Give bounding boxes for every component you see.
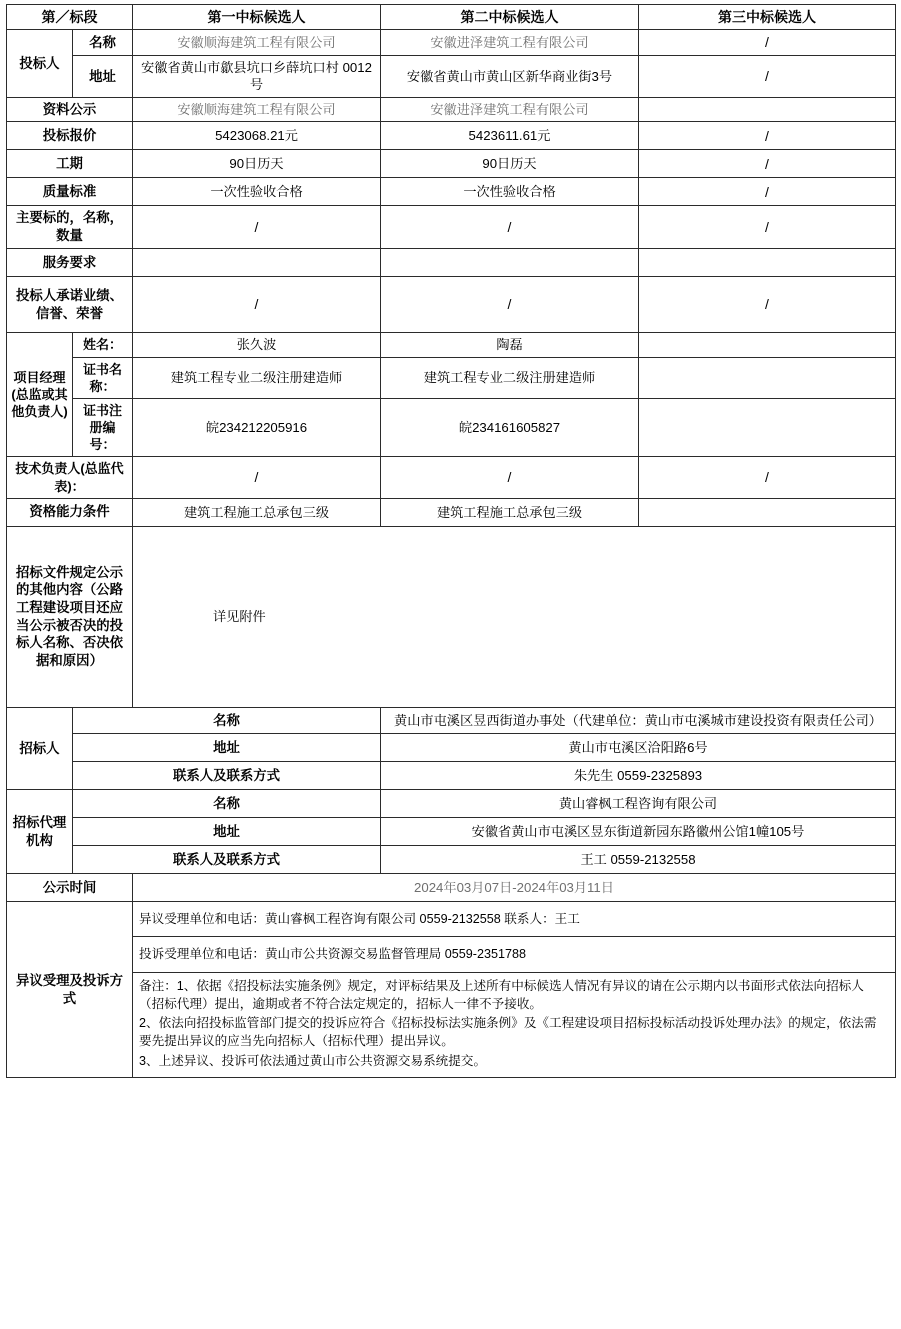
price-c1: 5423068.21元	[133, 122, 381, 150]
tech-leader-c1: /	[133, 457, 381, 498]
subject-c3: /	[639, 206, 896, 248]
header-candidate-3: 第三中标候选人	[639, 5, 896, 30]
table-row-manager-cert-no	[7, 398, 896, 456]
row-label-qualification: 资格能力条件	[7, 498, 133, 526]
tenderee-name: 黄山市屯溪区昱西街道办事处（代建单位：黄山市屯溪城市建设投资有限责任公司）	[381, 707, 896, 733]
sub-label-agency-name: 名称	[73, 790, 381, 818]
table-row-objection	[7, 902, 896, 1078]
row-label-quality: 质量标准	[7, 178, 133, 206]
publicity-time-value: 2024年03月07日-2024年03月11日	[133, 874, 896, 902]
row-label-tenderee: 招标人	[7, 707, 73, 789]
bidder-addr-c2: 安徽省黄山市黄山区新华商业街3号	[381, 55, 639, 97]
table-row-agency-address	[7, 818, 896, 846]
manager-cert-no-c2: 皖234161605827	[381, 398, 639, 456]
tech-leader-c3: /	[639, 457, 896, 498]
header-candidate-2: 第二中标候选人	[381, 5, 639, 30]
table-row-bidder-address	[7, 55, 896, 97]
row-label-bidder: 投标人	[7, 30, 73, 97]
row-label-public-info: 资料公示	[7, 97, 133, 122]
table-row-publicity-time	[7, 874, 896, 902]
agency-name: 黄山睿枫工程咨询有限公司	[381, 790, 896, 818]
row-label-subject: 主要标的，名称，数量	[7, 206, 133, 248]
table-row-tech-leader	[7, 457, 896, 498]
header-section-label: 第／标段	[7, 5, 133, 30]
duration-c3: /	[639, 150, 896, 178]
sub-label-agency-address: 地址	[73, 818, 381, 846]
tenderee-contact: 朱先生 0559-2325893	[381, 762, 896, 790]
duration-c2: 90日历天	[381, 150, 639, 178]
table-row-service	[7, 248, 896, 276]
manager-name-c3	[639, 333, 896, 357]
row-label-project-manager: 项目经理(总监或其他负责人)	[7, 333, 73, 457]
table-row-agency-contact	[7, 846, 896, 874]
other-public-content-value: 详见附件	[133, 526, 896, 707]
promise-c2: /	[381, 276, 639, 332]
sub-label-address: 地址	[73, 55, 133, 97]
manager-cert-name-c2: 建筑工程专业二级注册建造师	[381, 357, 639, 398]
quality-c3: /	[639, 178, 896, 206]
sub-label-tenderee-name: 名称	[73, 707, 381, 733]
sub-label-tenderee-contact: 联系人及联系方式	[73, 762, 381, 790]
row-label-other-public-content: 招标文件规定公示的其他内容（公路工程建设项目还应当公示被否决的投标人名称、否决依据和原因）	[7, 526, 133, 707]
quality-c1: 一次性验收合格	[133, 178, 381, 206]
table-row-manager-cert-name	[7, 357, 896, 398]
table-row-tenderee-name	[7, 707, 896, 733]
qualification-c3	[639, 498, 896, 526]
table-row-tenderee-address	[7, 734, 896, 762]
table-row-tenderee-contact	[7, 762, 896, 790]
public-info-c1: 安徽顺海建筑工程有限公司	[133, 97, 381, 122]
manager-cert-name-c3	[639, 357, 896, 398]
tech-leader-c2: /	[381, 457, 639, 498]
objection-note-3: 3、上述异议、投诉可依法通过黄山市公共资源交易系统提交。	[139, 1053, 487, 1068]
bidder-addr-c1: 安徽省黄山市歙县坑口乡薛坑口村 0012 号	[133, 55, 381, 97]
bid-candidates-table	[6, 4, 896, 1078]
table-row-bidder-name	[7, 30, 896, 55]
sub-label-cert-name: 证书名称：	[73, 357, 133, 398]
row-label-promise: 投标人承诺业绩、信誉、荣誉	[7, 276, 133, 332]
tenderee-address: 黄山市屯溪区洽阳路6号	[381, 734, 896, 762]
table-row-other-public-content	[7, 526, 896, 707]
agency-address: 安徽省黄山市屯溪区昱东街道新园东路徽州公馆1幢105号	[381, 818, 896, 846]
sub-label-agency-contact: 联系人及联系方式	[73, 846, 381, 874]
manager-name-c1: 张久波	[133, 333, 381, 357]
manager-cert-no-c1: 皖234212205916	[133, 398, 381, 456]
service-c2	[381, 248, 639, 276]
sub-label-cert-no: 证书注册编号：	[73, 398, 133, 456]
complaint-accept-unit: 投诉受理单位和电话：黄山市公共资源交易监督管理局 0559-2351788	[133, 937, 895, 972]
price-c3: /	[639, 122, 896, 150]
table-row-public-info	[7, 97, 896, 122]
manager-cert-no-c3	[639, 398, 896, 456]
row-label-service: 服务要求	[7, 248, 133, 276]
sub-label-manager-name: 姓名：	[73, 333, 133, 357]
table-row-duration	[7, 150, 896, 178]
table-row-price	[7, 122, 896, 150]
row-label-agency: 招标代理机构	[7, 790, 73, 874]
table-row-quality	[7, 178, 896, 206]
table-row-manager-name	[7, 333, 896, 357]
table-row-agency-name	[7, 790, 896, 818]
bidder-name-c3: /	[639, 30, 896, 55]
objection-accept-unit: 异议受理单位和电话：黄山睿枫工程咨询有限公司 0559-2132558 联系人：王工	[133, 902, 895, 937]
duration-c1: 90日历天	[133, 150, 381, 178]
sub-label-name: 名称	[73, 30, 133, 55]
manager-cert-name-c1: 建筑工程专业二级注册建造师	[133, 357, 381, 398]
subject-c2: /	[381, 206, 639, 248]
public-info-c3	[639, 97, 896, 122]
objection-note-2: 2、依法向招投标监管部门提交的投诉应符合《招标投标法实施条例》及《工程建设项目招标投标活动投诉处理办法》的规定，依法需要先提出异议的应当先向招标人（招标代理）提出异议。	[139, 1016, 877, 1049]
agency-contact: 王工 0559-2132558	[381, 846, 896, 874]
row-label-publicity-time: 公示时间	[7, 874, 133, 902]
quality-c2: 一次性验收合格	[381, 178, 639, 206]
sub-label-tenderee-address: 地址	[73, 734, 381, 762]
promise-c1: /	[133, 276, 381, 332]
bidder-addr-c3: /	[639, 55, 896, 97]
subject-c1: /	[133, 206, 381, 248]
objection-note-1: 备注：1、依据《招投标法实施条例》规定，对评标结果及上述所有中标候选人情况有异议的请在公示期内以书面形式依法向招标人（招标代理）提出，逾期或者不符合法定规定的，招标人一律不予接收。	[139, 978, 864, 1011]
price-c2: 5423611.61元	[381, 122, 639, 150]
qualification-c2: 建筑工程施工总承包三级	[381, 498, 639, 526]
bidder-name-c1: 安徽顺海建筑工程有限公司	[133, 30, 381, 55]
table-header-row	[7, 5, 896, 30]
manager-name-c2: 陶磊	[381, 333, 639, 357]
row-label-price: 投标报价	[7, 122, 133, 150]
table-row-promise	[7, 276, 896, 332]
qualification-c1: 建筑工程施工总承包三级	[133, 498, 381, 526]
bidder-name-c2: 安徽进泽建筑工程有限公司	[381, 30, 639, 55]
service-c1	[133, 248, 381, 276]
service-c3	[639, 248, 896, 276]
row-label-objection: 异议受理及投诉方式	[7, 902, 133, 1078]
row-label-duration: 工期	[7, 150, 133, 178]
public-info-c2: 安徽进泽建筑工程有限公司	[381, 97, 639, 122]
row-label-tech-leader: 技术负责人(总监代表)：	[7, 457, 133, 498]
table-row-subject	[7, 206, 896, 248]
promise-c3: /	[639, 276, 896, 332]
header-candidate-1: 第一中标候选人	[133, 5, 381, 30]
table-row-qualification	[7, 498, 896, 526]
